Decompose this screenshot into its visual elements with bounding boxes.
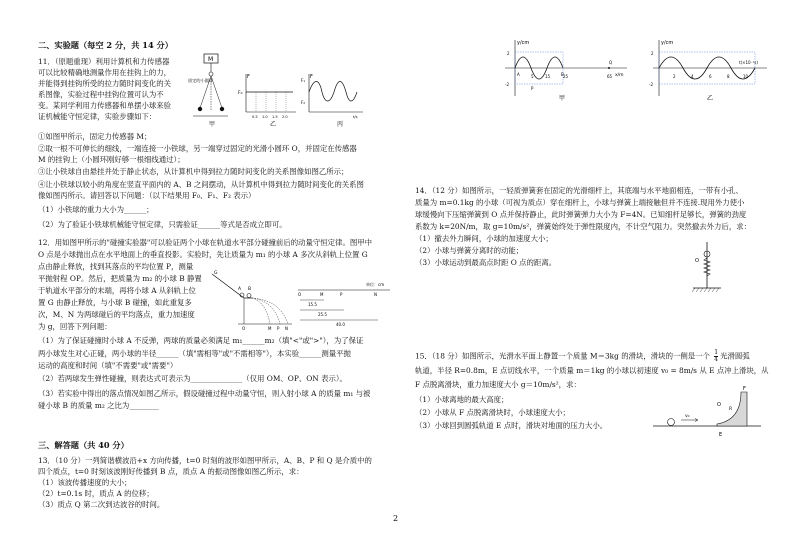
q14-line: 14．（12 分）如图所示，一轻质弹簧套在固定的光滑细杆上，其底端与水平地面相连，一带有小孔、	[415, 186, 743, 195]
q12-subq: （2）若两球发生弹性碰撞，则表达式可表示为______________（仅用 OM、OP、ON 表示）。	[38, 374, 347, 383]
q11-line: 可以比较精确地测量作用在挂钩上的力，	[38, 68, 172, 77]
section-2-heading: 二、实验题（每空 2 分，共 14 分）	[38, 40, 173, 50]
q11-step: ②取一根不可伸长的细线，一端连接一小铁球，另一端穿过固定的光滑小圆环 O，并固定在传感器	[38, 144, 357, 153]
q15-subq: （1）小球离地的最大高度；	[415, 395, 509, 404]
q14-line: 质量为 m=0.1kg 的小球（可视为质点）穿在细杆上，小球与弹簧上端接触但并不连接.现用外力使小	[415, 198, 745, 207]
q14-line: 系数为 k=20N/m，取 g=10m/s²，弹簧始终处于弹性限度内，不计空气阻力。突然撤去外力后，求：	[415, 222, 751, 231]
label-P: P	[277, 326, 280, 331]
q15-line: F 点脱离滑块，重力加速度大小 g＝10m/s²，求：	[415, 380, 581, 389]
q15-line: 轨道，半径 R=0.8m，E 点切线水平，一个质量 m＝1kg 的小球以初速度 v₀ = 8m/s 从 E 点冲上滑块，从	[415, 366, 769, 375]
label-A: A	[238, 287, 242, 292]
q12-line: 点由静止释放，找到其落点的平均位置 P，测量	[38, 262, 194, 271]
sensor-label: M	[208, 56, 214, 63]
label-O: O	[242, 326, 246, 331]
q12-line: 为 g，回答下列问题：	[38, 322, 112, 331]
q15-suffix: 光滑圆弧	[720, 351, 750, 361]
ruler-N: N	[374, 292, 377, 297]
q12-subq: （3）若实验中得出的落点情况如图乙所示，假设碰撞过程中动量守恒，则入射小球 A 的质量 m₁ 与被	[38, 389, 371, 398]
wave-P: P	[531, 86, 534, 91]
figure-wave-jia	[495, 36, 635, 102]
q15-text: 15．（18 分）如图所示，光滑水平面上静置一个质量 M＝3kg 的滑块，滑块的一侧是一个	[415, 351, 710, 361]
ring-label: 固定的小圆环	[188, 78, 214, 83]
ruler-P: P	[340, 292, 343, 297]
figure-oscillation-yi	[643, 36, 773, 102]
page-number: 2	[393, 514, 399, 523]
track-O: O	[717, 402, 721, 408]
wave-Q: Q	[609, 60, 613, 65]
q12-subq: （1）为了保证碰撞时小球 A 不反弹，两球的质量必须满足 m₁______m₂（填"<"或">"），为了保证	[38, 336, 364, 345]
q15-subq: （2）小球从 F 点脱离滑块时，小球速度大小；	[415, 408, 570, 417]
fraction-quarter	[714, 350, 718, 363]
figure-quarter-track	[651, 384, 763, 440]
q12-line: 置 G 由静止释放，与小球 B 碰撞，如此重复多	[38, 298, 192, 307]
ruler-value: 40.0	[336, 322, 345, 327]
q11-line: 11．（原题重现）利用计算机和力传感器	[38, 57, 170, 66]
q11-step: ③让小铁球自由悬挂并处于静止状态，从计算机中得到拉力随时间变化的关系图像如图乙所示；	[38, 167, 349, 176]
q14-subq: （3）小球运动到最高点时距 O 点的距离。	[415, 258, 557, 267]
q12-subq: 碰小球 B 的质量 m₂ 之比为________	[38, 401, 159, 410]
wave-tick: 25	[563, 74, 569, 79]
q15-subq: （3）小球回到圆弧轨道 E 点时，滑块对地面的压力大小。	[415, 421, 608, 430]
q12-subq: 两小球发生对心正碰，两小球的半径______（填"需相等"或"不需相等"），本实验______测量平抛	[38, 349, 351, 358]
label-B: B	[248, 287, 252, 292]
q12-line: 次，M、N 为两球碰后的平均落点，重力加速度	[38, 310, 195, 319]
q11-step: ④让小铁球以较小的角度在竖直平面内的 A、B 之间摆动，从计算机中得到拉力随时间变化的关系图	[38, 180, 364, 189]
fraction-den: 4	[714, 356, 719, 363]
osc-tick: 10	[743, 74, 749, 79]
axis-t: t/s	[353, 115, 358, 119]
q12-line: 平抛射程 OP。然后，把质量为 m₂ 的小球 B 静置	[38, 274, 202, 283]
q11-line: 并能得到挂钩所受的拉力随时间变化的关	[38, 79, 172, 88]
ruler-value: 25.5	[318, 312, 327, 317]
osc-tick: 2	[673, 74, 676, 79]
wave-tick: 15	[545, 74, 551, 79]
q11-subq: （2）为了验证小铁球机械能守恒定律，只需验证______等式是否成立即可。	[38, 220, 287, 229]
q11-step: M 的挂钩上（小圆环刚好够一根细线通过）；	[38, 155, 185, 164]
q11-line: 变。某同学利用力传感器和单摆小球来验	[38, 101, 172, 110]
q13-subq: （1）该波传播速度的大小；	[38, 478, 132, 487]
q13-subq: （2）t=0.1s 时，质点 A 的位移；	[38, 489, 154, 498]
track-F: F	[743, 386, 746, 392]
q12-subq: 运动的高度和时间（填"不需要"或"需要"）	[38, 361, 178, 370]
wave-B: B	[561, 72, 564, 77]
section-3-heading: 三、解答题（共 40 分）	[38, 440, 129, 450]
q11-step: ①如图甲所示，固定力传感器 M；	[38, 132, 152, 141]
caption-yi: 乙	[270, 121, 277, 128]
tick: 1.5	[272, 115, 278, 119]
label-M: M	[268, 326, 272, 331]
label-F0: F₀	[238, 91, 243, 96]
q13-line: 13．（10 分）一列简谐横波沿+x 方向传播，t=0 时刻的波形如图甲所示，A、B、P 和 Q 是介质中的	[38, 456, 372, 465]
caption-jia: 甲	[209, 121, 216, 128]
q11-step: 像如图丙所示。请回答以下问题：（以下结果用 F₀、F₁、F₂ 表示）	[38, 191, 256, 200]
figure-force-bing	[301, 70, 365, 128]
figure-collision-jia	[208, 268, 292, 332]
ruler-value: 15.5	[308, 302, 317, 307]
osc-tick: 4	[691, 74, 694, 79]
tick: 2.0	[282, 115, 288, 119]
q13-line: 四个质点，t=0 时刻该波刚好传播到 B 点，质点 A 的振动图像如图乙所示，求：	[38, 467, 304, 476]
wave-A: A	[517, 72, 520, 77]
osc-amp: -2	[649, 82, 653, 87]
osc-amp: 2	[651, 51, 654, 56]
label-N: N	[285, 326, 288, 331]
q14-subq: （1）撤去外力瞬间，小球的加速度大小；	[415, 234, 553, 243]
tick: 1.0	[262, 115, 268, 119]
wave-x-axis: x/m	[615, 73, 624, 78]
ruler-O: O	[298, 292, 302, 297]
axis-F: F	[247, 74, 250, 80]
q11-subq: （1）小铁球的重力大小为______；	[38, 205, 154, 214]
wave-tick: 5	[531, 74, 534, 79]
label-G: G	[214, 271, 218, 276]
q12-line: 于轨道水平部分的末端，再将小球 A 从斜轨上位	[38, 286, 196, 295]
q12-line: O 点是小球抛出点在水平地面上的垂直投影。实验时，先让质量为 m₁ 的小球 A 多次从斜轨上位置 G	[38, 250, 368, 259]
osc-tick: 8	[727, 74, 730, 79]
osc-x-axis: t(×10⁻¹s)	[739, 60, 758, 65]
caption-osc-yi: 乙	[707, 95, 714, 102]
axis-F: F	[310, 74, 313, 80]
label-F1: F₁	[301, 78, 306, 83]
q11-line: 证机械能守恒定律，实验步骤如下：	[38, 112, 157, 121]
caption-bing: 丙	[337, 121, 344, 128]
q11-line: 系图像，实验过程中挂钩位置可认为不	[38, 90, 164, 99]
osc-tick: 6	[709, 74, 712, 79]
track-R: R	[729, 407, 733, 412]
track-E: E	[719, 432, 723, 438]
tick: 0.5	[252, 115, 258, 119]
spring-O: O	[695, 258, 699, 264]
q13-subq: （3）质点 Q 第二次到达波谷的时间。	[38, 500, 165, 509]
track-v0: v₀	[685, 414, 690, 419]
figure-spring	[687, 240, 727, 296]
wave-amp: -2	[505, 82, 509, 87]
figure-sensor-jia	[188, 52, 236, 128]
q14-line: 球缓慢向下压缩弹簧到 O 点并保持静止，此时弹簧弹力大小为 F=4N。已知细杆足够长，弹簧的劲度	[415, 210, 747, 219]
wave-y-axis: y/cm	[517, 40, 530, 46]
osc-y-axis: y/cm	[661, 40, 674, 46]
ruler-M: M	[320, 292, 324, 297]
q15-line	[415, 350, 750, 363]
fraction-num: 1	[714, 349, 719, 356]
ruler-unit: 单位：cm	[366, 282, 385, 287]
wave-amp: 2	[507, 51, 510, 56]
label-F2: F₂	[301, 100, 306, 105]
wave-tick: 65	[607, 74, 613, 79]
q14-subq: （2）小球与弹簧分离时的动能；	[415, 246, 524, 255]
q12-line: 12．用如图甲所示的"碰撞实验器"可以验证两个小球在轨道水平部分碰撞前后的动量守恒定律。图甲中	[38, 238, 373, 247]
figure-ruler-yi	[296, 280, 392, 330]
caption-wave-jia: 甲	[559, 95, 566, 102]
figure-force-yi	[238, 70, 298, 128]
